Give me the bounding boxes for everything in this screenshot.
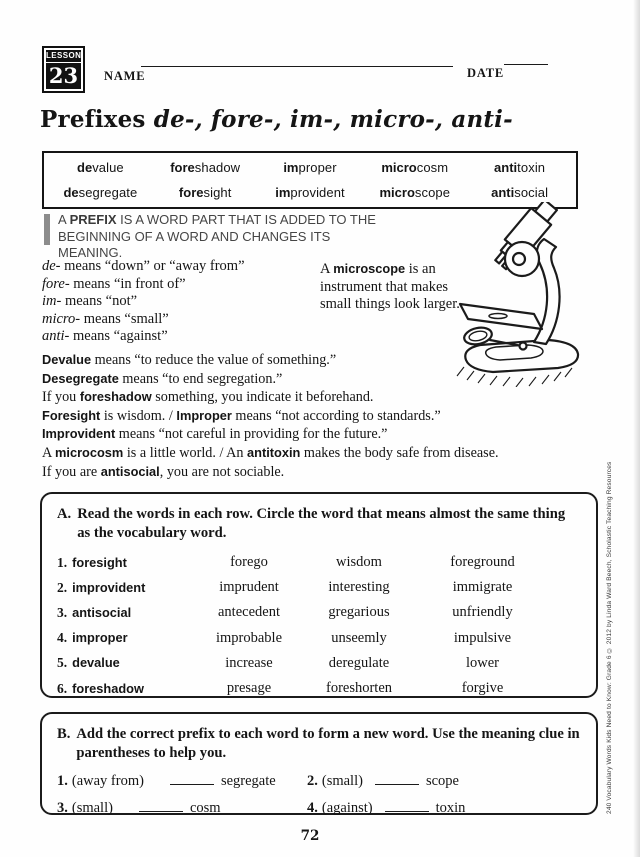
lesson-number: 23 bbox=[48, 63, 79, 88]
word-root: provident bbox=[290, 185, 345, 200]
word-root: social bbox=[514, 185, 549, 200]
vocab-term: antitoxin bbox=[247, 444, 301, 460]
vocab-word bbox=[379, 185, 450, 200]
definition-line bbox=[42, 463, 587, 482]
word-root: segregate bbox=[78, 185, 138, 200]
callout-term: PREFIX bbox=[69, 212, 117, 227]
row-word: antisocial bbox=[72, 604, 132, 620]
definition-text: means “to reduce the value of something.” bbox=[91, 352, 337, 368]
prefix-meaning bbox=[42, 258, 245, 276]
vocab-word bbox=[179, 185, 232, 200]
fill-in-item bbox=[57, 772, 307, 790]
definition-text: something, you indicate it beforehand. bbox=[151, 389, 374, 406]
definition-text: , you are not sociable. bbox=[159, 463, 285, 480]
word-prefix: de bbox=[77, 160, 93, 175]
row-vocab-word bbox=[57, 605, 195, 621]
option-word: foreground bbox=[450, 554, 515, 571]
word-root: shadow bbox=[194, 160, 241, 175]
option-word: imprudent bbox=[219, 579, 279, 596]
copyright-side-note: 240 Vocabulary Words Kids Need to Know: Grade 6 © 2012 by Linda Ward Beech, Scholastic Teaching Resources bbox=[606, 461, 613, 814]
row-word: improper bbox=[72, 630, 128, 646]
prefix-meaning-text: means “down” or “away from” bbox=[60, 258, 245, 274]
exercise-a-label: A. bbox=[57, 506, 72, 522]
table-row bbox=[57, 575, 581, 600]
item-clue: (small) bbox=[321, 773, 363, 789]
vocab-word bbox=[275, 185, 345, 200]
word-root: scope bbox=[414, 185, 451, 200]
callout-lead: A bbox=[58, 212, 70, 227]
word-root: value bbox=[92, 160, 124, 175]
row-word: foreshadow bbox=[72, 680, 144, 696]
word-root: cosm bbox=[416, 160, 449, 175]
item-number: 1. bbox=[57, 773, 68, 789]
lesson-label: LESSON bbox=[46, 50, 81, 63]
option-word: unfriendly bbox=[452, 604, 513, 621]
exercise-a-header bbox=[57, 505, 581, 543]
word-prefix: im bbox=[283, 160, 299, 175]
prefix-term: anti- bbox=[42, 328, 70, 345]
item-clue: (away from) bbox=[71, 773, 144, 789]
item-root-word: toxin bbox=[435, 800, 466, 816]
table-row bbox=[57, 626, 581, 651]
prefix-meaning bbox=[42, 311, 245, 329]
item-root-word: cosm bbox=[189, 800, 221, 816]
word-root: proper bbox=[298, 160, 337, 175]
option-word: increase bbox=[225, 654, 273, 671]
row-number: 2. bbox=[57, 579, 68, 595]
prefix-meaning-text: means “not” bbox=[61, 293, 138, 310]
fill-in-item bbox=[57, 799, 307, 817]
date-label: DATE bbox=[467, 66, 505, 80]
vocabulary-word-box bbox=[42, 151, 578, 209]
vocab-word bbox=[491, 185, 548, 200]
option-word: improbable bbox=[215, 629, 283, 646]
row-vocab-word bbox=[57, 655, 195, 671]
vocab-term: Desegregate bbox=[42, 370, 119, 386]
prefix-meanings-list bbox=[42, 258, 245, 346]
exercise-b-header bbox=[57, 725, 581, 763]
vocab-word bbox=[170, 160, 240, 175]
vocab-term: Devalue bbox=[42, 352, 92, 367]
word-prefix: fore bbox=[170, 160, 195, 175]
title-lead: Prefixes bbox=[40, 106, 154, 133]
definition-text: If you bbox=[42, 389, 80, 406]
row-number: 1. bbox=[57, 554, 68, 570]
row-number: 3. bbox=[57, 604, 68, 620]
option-word: lower bbox=[465, 654, 499, 671]
definitions-list bbox=[42, 351, 587, 481]
word-prefix: micro bbox=[379, 185, 415, 200]
definition-line bbox=[42, 444, 587, 463]
option-word: impulsive bbox=[453, 629, 512, 646]
page-title bbox=[40, 106, 513, 133]
exercise-b-label: B. bbox=[57, 726, 71, 742]
definition-text: makes the body safe from disease. bbox=[300, 444, 499, 461]
vocab-word bbox=[77, 160, 124, 175]
prefix-meaning-text: means “in front of” bbox=[69, 275, 186, 292]
vocab-word bbox=[283, 160, 336, 175]
vocab-word bbox=[494, 160, 545, 175]
callout-bar-icon bbox=[44, 214, 50, 245]
scan-edge-shadow bbox=[633, 0, 640, 857]
vocab-word bbox=[63, 185, 137, 200]
table-row bbox=[57, 676, 581, 701]
answer-blank-line bbox=[139, 799, 183, 812]
definition-line bbox=[42, 407, 587, 426]
prefix-meaning bbox=[42, 276, 245, 294]
row-number: 4. bbox=[57, 630, 68, 646]
prefix-definition-callout bbox=[44, 212, 394, 262]
row-vocab-word bbox=[57, 580, 195, 596]
title-prefix-list: de-, fore-, im-, micro-, anti- bbox=[153, 106, 513, 133]
exercise-b-instructions: Add the correct prefix to each word to form a new word. Use the meaning clue in parentheses to help you. bbox=[76, 726, 580, 761]
lesson-badge bbox=[42, 46, 85, 93]
callout-rest: IS A WORD PART THAT IS ADDED TO THE BEGINNING OF A WORD AND CHANGES ITS MEANING. bbox=[58, 212, 376, 260]
table-row bbox=[57, 550, 581, 575]
prefix-term: micro- bbox=[42, 310, 81, 327]
name-blank-line bbox=[141, 66, 453, 67]
definition-text: means “not according to standards.” bbox=[231, 407, 441, 424]
row-vocab-word bbox=[57, 555, 195, 571]
table-row bbox=[57, 651, 581, 676]
item-root-word: scope bbox=[425, 773, 459, 789]
callout-text bbox=[58, 212, 394, 262]
definition-text: means “not careful in providing for the future.” bbox=[115, 426, 388, 443]
note-lead: A bbox=[320, 261, 334, 277]
definition-text: If you are bbox=[42, 463, 101, 480]
vocab-term: antisocial bbox=[100, 463, 160, 479]
page-number: 72 bbox=[300, 828, 320, 844]
option-word: immigrate bbox=[452, 579, 513, 596]
exercise-a-table bbox=[57, 550, 581, 701]
word-root: toxin bbox=[517, 160, 546, 175]
option-word: gregarious bbox=[328, 604, 390, 621]
option-word: forego bbox=[230, 554, 268, 571]
microscope-note bbox=[320, 260, 468, 314]
vocab-term: Improper bbox=[176, 407, 232, 423]
word-prefix: de bbox=[63, 185, 79, 200]
exercise-a-instructions: Read the words in each row. Circle the word that means almost the same thing as the vocabulary word. bbox=[77, 506, 566, 541]
definition-line bbox=[42, 351, 587, 370]
exercise-a-box bbox=[40, 492, 598, 698]
row-number: 6. bbox=[57, 680, 68, 696]
prefix-term: im- bbox=[42, 293, 62, 310]
note-term: microscope bbox=[333, 261, 406, 276]
vocab-term: foreshadow bbox=[79, 389, 152, 405]
answer-blank-line bbox=[170, 772, 214, 785]
row-word: improvident bbox=[72, 579, 146, 595]
item-number: 3. bbox=[57, 800, 68, 816]
prefix-term: de- bbox=[42, 258, 61, 274]
prefix-meaning-text: means “small” bbox=[80, 310, 169, 327]
note-rest: is an instrument that makes small things look larger. bbox=[320, 261, 460, 312]
prefix-meaning-text: means “against” bbox=[69, 328, 168, 345]
definition-text: A bbox=[42, 444, 56, 461]
name-label: NAME bbox=[104, 69, 146, 83]
option-word: presage bbox=[226, 680, 272, 697]
item-root-word: segregate bbox=[220, 773, 276, 789]
exercise-b-box bbox=[40, 712, 598, 815]
option-word: antecedent bbox=[218, 604, 280, 621]
option-word: forgive bbox=[461, 680, 504, 697]
prefix-term: fore- bbox=[42, 275, 70, 292]
word-prefix: anti bbox=[491, 185, 515, 200]
definition-text: is wisdom. / bbox=[100, 407, 177, 424]
row-vocab-word bbox=[57, 681, 195, 697]
vocab-term: microcosm bbox=[55, 444, 124, 460]
word-prefix: micro bbox=[381, 160, 417, 175]
fill-in-item bbox=[307, 772, 557, 790]
vocab-term: Foresight bbox=[42, 407, 101, 423]
word-root: sight bbox=[203, 185, 232, 200]
vocab-term: Improvident bbox=[42, 426, 116, 442]
option-word: foreshorten bbox=[325, 680, 393, 697]
exercise-b-items bbox=[57, 772, 581, 817]
option-word: interesting bbox=[328, 579, 390, 596]
item-clue: (against) bbox=[321, 800, 373, 816]
item-clue: (small) bbox=[71, 800, 113, 816]
definition-text: is a little world. / An bbox=[123, 444, 248, 461]
word-prefix: im bbox=[275, 185, 291, 200]
lesson-badge-inner bbox=[46, 50, 81, 89]
definition-text: means “to end segregation.” bbox=[118, 370, 283, 387]
row-word: devalue bbox=[72, 655, 120, 671]
answer-blank-line bbox=[385, 799, 429, 812]
table-row bbox=[57, 600, 581, 625]
definition-line bbox=[42, 425, 587, 444]
word-prefix: anti bbox=[494, 160, 518, 175]
item-number: 4. bbox=[307, 800, 318, 816]
fill-in-item bbox=[307, 799, 557, 817]
row-number: 5. bbox=[57, 655, 68, 671]
prefix-meaning bbox=[42, 293, 245, 311]
word-prefix: fore bbox=[178, 185, 204, 200]
definition-line bbox=[42, 388, 587, 407]
row-vocab-word bbox=[57, 630, 195, 646]
item-number: 2. bbox=[307, 773, 318, 789]
option-word: unseemly bbox=[331, 629, 387, 646]
option-word: deregulate bbox=[328, 654, 390, 671]
row-word: foresight bbox=[72, 554, 127, 570]
answer-blank-line bbox=[375, 772, 419, 785]
definition-line bbox=[42, 370, 587, 389]
prefix-meaning bbox=[42, 328, 245, 346]
vocab-word bbox=[381, 160, 448, 175]
date-blank-line bbox=[504, 64, 548, 65]
option-word: wisdom bbox=[336, 554, 382, 571]
